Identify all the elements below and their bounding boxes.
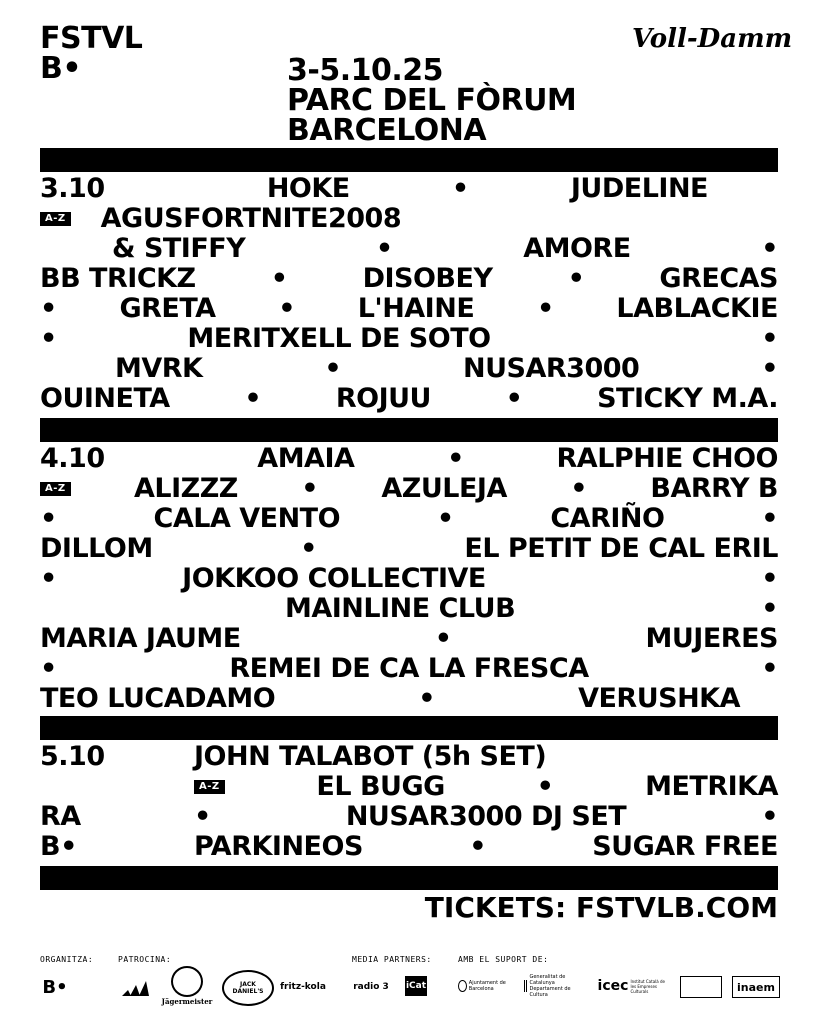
divider (40, 716, 778, 740)
lineup-row (40, 204, 778, 234)
artist: TEO LUCADAMO (40, 683, 276, 714)
day-date: 5.10 (40, 741, 105, 772)
bullet: • (761, 353, 778, 384)
festival-dates: 3-5.10.25 (287, 53, 443, 88)
bullet: • (434, 623, 452, 654)
festival-venue: PARC DEL FÒRUM (287, 83, 577, 118)
bullet: • (536, 293, 554, 324)
bullet: • (194, 801, 211, 832)
artist: EL PETIT DE CAL ERIL (464, 533, 778, 564)
bullet: • (418, 683, 436, 714)
patrocina-label: PATROCINA: (118, 955, 172, 964)
bullet: • (536, 771, 554, 802)
ajuntament-logo: Ajuntament de Barcelona (458, 976, 512, 996)
side-ra: RA (40, 801, 81, 832)
bullet: • (761, 503, 778, 534)
bullet: • (505, 383, 523, 414)
lineup-row (40, 264, 778, 294)
ministry-logo (680, 976, 722, 998)
artist: CARIÑO (550, 503, 665, 534)
artist: GRETA (119, 293, 216, 324)
az-badge: A-Z (194, 780, 225, 794)
generalitat-logo: Generalitat de Catalunya Departament de Cultura (524, 976, 584, 996)
icat-logo: iCat (405, 976, 427, 996)
artist: EL BUGG (316, 771, 445, 802)
bullet: • (278, 293, 296, 324)
lineup-row (40, 174, 778, 204)
divider (40, 148, 778, 172)
artist: REMEI DE CA LA FRESCA (229, 653, 589, 684)
bullet: • (469, 831, 486, 862)
artist: BARRY B (650, 473, 778, 504)
suport-label: AMB EL SUPORT DE: (458, 955, 549, 964)
day-date: 3.10 (40, 173, 105, 204)
bullet: • (570, 473, 587, 504)
lineup-row (40, 324, 778, 354)
artist: JOHN TALABOT (5h SET) (194, 741, 547, 772)
lineup-row (40, 474, 778, 504)
artist: AMORE (523, 233, 631, 264)
artist: & STIFFY (112, 233, 246, 264)
artist: METRIKA (645, 771, 778, 802)
artist: DILLOM (40, 533, 153, 564)
artist: LABLACKIE (616, 293, 778, 324)
lineup-row (40, 684, 778, 714)
lineup-row (40, 504, 778, 534)
lineup-row (40, 742, 778, 772)
artist: HOKE (266, 173, 350, 204)
lineup-row (40, 624, 778, 654)
bullet: • (761, 563, 778, 594)
adidas-logo (118, 978, 152, 998)
lineup-row (194, 832, 778, 862)
voll-damm-logo: Voll-Damm (632, 24, 793, 54)
artist: VERUSHKA (578, 683, 740, 714)
brand-b-logo: B• (40, 51, 82, 86)
artist: ALIZZZ (134, 473, 238, 504)
artist: NUSAR3000 DJ SET (345, 801, 627, 832)
jack-daniels-logo: JACK DANIEL'S (222, 970, 274, 1006)
lineup-row (40, 444, 778, 474)
az-badge: A-Z (40, 212, 71, 226)
divider (40, 418, 778, 442)
organizer-logo: B• (42, 976, 68, 998)
az-badge: A-Z (40, 482, 71, 496)
bullet: • (761, 801, 778, 832)
jagermeister-logo: Jägermeister (163, 966, 211, 1006)
bullet: • (447, 443, 464, 474)
bullet: • (451, 173, 469, 204)
lineup-row (40, 564, 778, 594)
artist: MERITXELL DE SOTO (187, 323, 491, 354)
artist: OUINETA (40, 383, 170, 414)
artist: PARKINEOS (194, 831, 363, 862)
bullet: • (436, 503, 454, 534)
lineup-row (40, 594, 778, 624)
bullet: • (375, 233, 393, 264)
lineup-row (40, 234, 778, 264)
artist: MUJERES (645, 623, 778, 654)
inaem-logo: inaem (732, 976, 780, 998)
bullet: • (761, 233, 778, 264)
artist: AGUSFORTNITE2008 (100, 203, 402, 234)
bullet: • (301, 473, 319, 504)
lineup-row (40, 384, 778, 414)
artist: JOKKOO COLLECTIVE (182, 563, 486, 594)
artist: ROJUU (335, 383, 431, 414)
artist: SUGAR FREE (592, 831, 778, 862)
bullet: • (40, 293, 57, 324)
tickets-link[interactable]: TICKETS: FSTVLB.COM (424, 891, 778, 924)
day-date: 4.10 (40, 443, 105, 474)
radio3-logo: radio 3 (353, 982, 389, 992)
artist: AMAIA (257, 443, 355, 474)
bullet: • (567, 263, 585, 294)
bullet: • (761, 653, 778, 684)
lineup-row (40, 654, 778, 684)
divider (40, 866, 778, 890)
artist: MVRK (115, 353, 203, 384)
artist: RALPHIE CHOO (556, 443, 778, 474)
bullet: • (244, 383, 262, 414)
bullet: • (300, 533, 317, 564)
bullet: • (40, 323, 57, 354)
artist: CALA VENTO (153, 503, 341, 534)
artist: L'HAINE (357, 293, 475, 324)
lineup-row (40, 294, 778, 324)
artist: JUDELINE (570, 173, 708, 204)
bullet: • (324, 353, 342, 384)
media-partners-label: MEDIA PARTNERS: (352, 955, 432, 964)
bullet: • (270, 263, 288, 294)
lineup-row (194, 802, 778, 832)
artist: BB TRICKZ (40, 263, 196, 294)
artist: AZULEJA (381, 473, 507, 504)
bullet: • (40, 563, 57, 594)
artist: NUSAR3000 (463, 353, 640, 384)
lineup-row (194, 772, 778, 802)
artist: MARIA JAUME (40, 623, 241, 654)
fritz-kola-logo: fritz-kola (280, 982, 326, 992)
bullet: • (40, 653, 57, 684)
artist: MAINLINE CLUB (285, 593, 516, 624)
bullet: • (761, 323, 778, 354)
organitza-label: ORGANITZA: (40, 955, 94, 964)
icec-logo: icec Institut Català de les Empreses Culturals (597, 978, 665, 994)
side-b-logo: B• (40, 831, 77, 862)
artist: GRECAS (659, 263, 778, 294)
festival-city: BARCELONA (287, 113, 487, 148)
lineup-row (40, 534, 778, 564)
bullet: • (761, 593, 778, 624)
brand-fstvl: FSTVL (40, 21, 143, 56)
lineup-row (40, 354, 778, 384)
artist: DISOBEY (362, 263, 493, 294)
artist: STICKY M.A. (597, 383, 778, 414)
bullet: • (40, 503, 57, 534)
